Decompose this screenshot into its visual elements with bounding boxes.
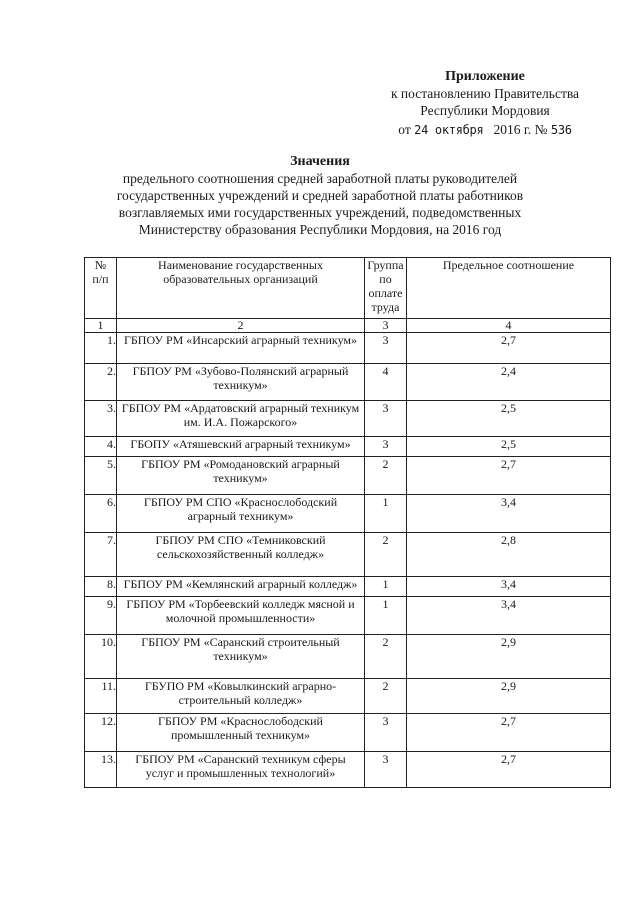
date-filled: 24 октября — [414, 123, 484, 137]
organization-name: ГБПОУ РМ «Саранский строительный техникум» — [117, 635, 365, 679]
organization-name: ГБПОУ РМ «Зубово-Полянский аграрный техникум» — [117, 364, 365, 401]
ratio-value: 2,9 — [407, 679, 611, 714]
row-number: 10. — [85, 635, 117, 679]
row-number: 4. — [85, 437, 117, 457]
pay-group: 1 — [365, 577, 407, 597]
pay-group: 3 — [365, 714, 407, 752]
appendix-title: Приложение — [445, 69, 525, 84]
ratio-value: 3,4 — [407, 597, 611, 635]
organization-name: ГБПОУ РМ «Ардатовский аграрный техникум им. И.А. Пожарского» — [117, 401, 365, 437]
pay-group: 3 — [365, 437, 407, 457]
row-number: 13. — [85, 752, 117, 788]
organization-name: ГБПОУ РМ СПО «Краснослободский аграрный техникум» — [117, 495, 365, 533]
date-year: 2016 г. № — [493, 122, 548, 137]
pay-group: 4 — [365, 364, 407, 401]
header-group: Группа по оплате труда — [365, 258, 407, 319]
table-row — [85, 364, 611, 401]
table-row — [85, 457, 611, 495]
header-value: Предельное соотношение — [407, 258, 611, 319]
pay-group: 3 — [365, 401, 407, 437]
heading-line: предельного соотношения средней заработной платы руководителей — [122, 171, 518, 186]
table-row — [85, 752, 611, 788]
index-cell: 2 — [117, 319, 365, 333]
row-number: 2. — [85, 364, 117, 401]
organization-name: ГБПОУ РМ «Краснослободский промышленный техникум» — [117, 714, 365, 752]
organization-name: ГБУПО РМ «Ковылкинский аграрно- строительный колледж» — [117, 679, 365, 714]
pay-group: 3 — [365, 333, 407, 364]
table-index-row — [85, 319, 611, 333]
header-name: Наименование государственных образовательных организаций — [117, 258, 365, 319]
heading-line: возглавляемых ими государственных учреждений, подведомственных — [118, 205, 522, 220]
table-row — [85, 597, 611, 635]
table-row — [85, 577, 611, 597]
pay-group: 2 — [365, 533, 407, 577]
pay-group: 3 — [365, 752, 407, 788]
index-cell: 4 — [407, 319, 611, 333]
header-num: № п/п — [85, 258, 117, 319]
row-number: 6. — [85, 495, 117, 533]
ratio-value: 2,7 — [407, 752, 611, 788]
row-number: 7. — [85, 533, 117, 577]
table-row — [85, 533, 611, 577]
heading-line: Министерству образования Республики Мордовия, на 2016 год — [138, 222, 502, 237]
appendix-date-line — [360, 121, 610, 139]
ratio-value: 2,7 — [407, 333, 611, 364]
pay-group: 1 — [365, 597, 407, 635]
table-header-row — [85, 258, 611, 319]
table-row — [85, 635, 611, 679]
row-number: 5. — [85, 457, 117, 495]
row-number: 12. — [85, 714, 117, 752]
organization-name: ГБПОУ РМ «Торбеевский колледж мясной и молочной промышленности» — [117, 597, 365, 635]
ratio-value: 3,4 — [407, 577, 611, 597]
organization-name: ГБПОУ РМ СПО «Темниковский сельскохозяйственный колледж» — [117, 533, 365, 577]
index-cell: 1 — [85, 319, 117, 333]
ratio-value: 2,7 — [407, 714, 611, 752]
appendix-block — [360, 68, 610, 139]
row-number: 9. — [85, 597, 117, 635]
index-cell: 3 — [365, 319, 407, 333]
appendix-line-republic: Республики Мордовия — [420, 103, 550, 118]
ratio-value: 2,7 — [407, 457, 611, 495]
table-row — [85, 401, 611, 437]
document-heading — [0, 153, 640, 238]
row-number: 11. — [85, 679, 117, 714]
heading-title: Значения — [290, 154, 350, 169]
pay-group: 1 — [365, 495, 407, 533]
organization-name: ГБПОУ РМ «Саранский техникум сферы услуг и промышленных технологий» — [117, 752, 365, 788]
organization-name: ГБПОУ РМ «Ромодановский аграрный техникум» — [117, 457, 365, 495]
table-row — [85, 495, 611, 533]
pay-group: 2 — [365, 679, 407, 714]
table-row — [85, 437, 611, 457]
organization-name: ГБПОУ РМ «Кемлянский аграрный колледж» — [117, 577, 365, 597]
ratio-value: 2,5 — [407, 401, 611, 437]
ratio-value: 2,4 — [407, 364, 611, 401]
row-number: 3. — [85, 401, 117, 437]
date-prefix: от — [398, 122, 411, 137]
table-row — [85, 333, 611, 364]
pay-group: 2 — [365, 635, 407, 679]
appendix-line-decree: к постановлению Правительства — [390, 86, 580, 101]
ratio-value: 3,4 — [407, 495, 611, 533]
ratio-value: 2,9 — [407, 635, 611, 679]
row-number: 1. — [85, 333, 117, 364]
row-number: 8. — [85, 577, 117, 597]
table-row — [85, 679, 611, 714]
table-row — [85, 714, 611, 752]
organization-name: ГБПОУ РМ «Инсарский аграрный техникум» — [117, 333, 365, 364]
ratio-value: 2,5 — [407, 437, 611, 457]
pay-group: 2 — [365, 457, 407, 495]
ratios-table — [84, 257, 611, 788]
ratio-value: 2,8 — [407, 533, 611, 577]
decree-number: 536 — [550, 123, 572, 137]
heading-line: государственных учреждений и средней заработной платы работников — [116, 188, 524, 203]
organization-name: ГБОПУ «Атяшевский аграрный техникум» — [117, 437, 365, 457]
